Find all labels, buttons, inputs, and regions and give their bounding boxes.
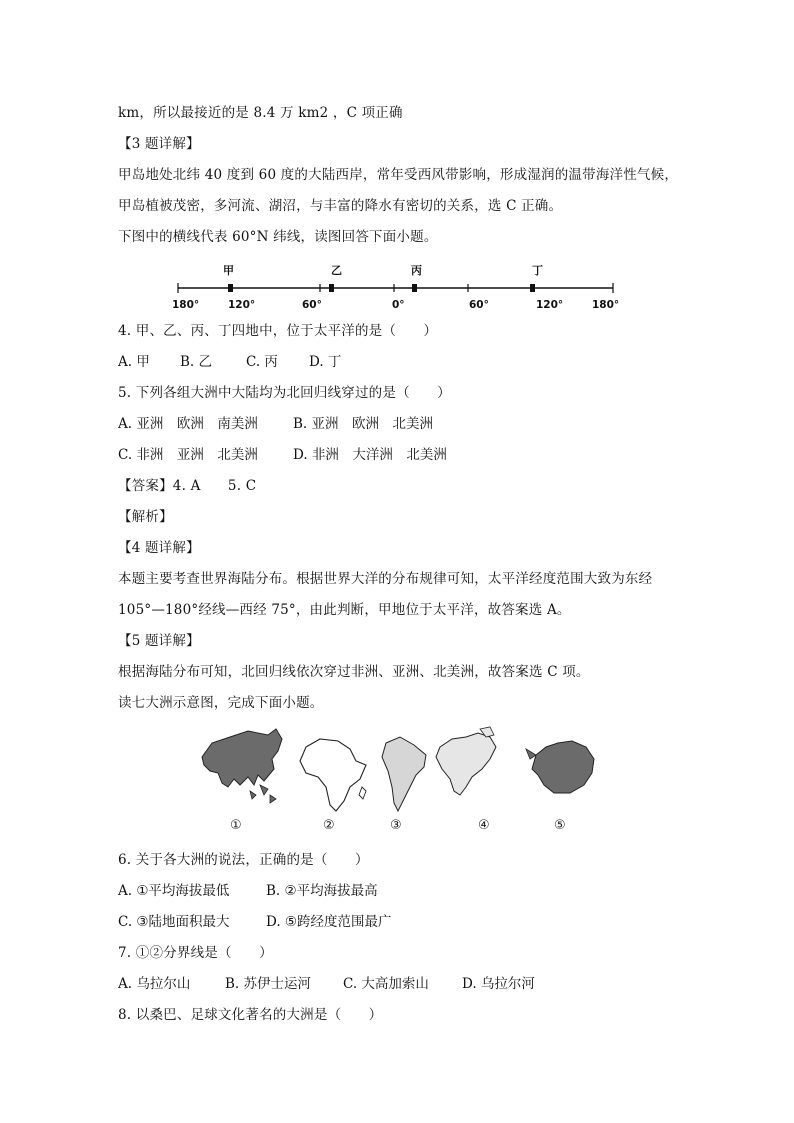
question-5: 5. 下列各组大洲中大陆均为北回归线穿过的是（ ） (118, 385, 451, 401)
option: B. ②平均海拔最高 (266, 883, 378, 899)
option: D. 乌拉尔河 (462, 976, 535, 992)
continent-label: ③ (390, 818, 402, 833)
continent-label: ⑤ (554, 818, 566, 833)
point-jia-marker (228, 284, 233, 292)
option: A. 乌拉尔山 (118, 976, 191, 992)
text-line: 甲岛地处北纬 40 度到 60 度的大陆西岸，常年受西风带影响，形成湿润的温带海洋性气候， (118, 167, 679, 183)
tick-label: 180° (592, 299, 620, 311)
option: A. 亚洲 欧洲 南美洲 (118, 416, 258, 432)
asia-shape (202, 729, 282, 787)
point-bing-marker (412, 284, 417, 292)
tick-label: 120° (228, 299, 256, 311)
answer-line: 【答案】4. A 5. C (118, 478, 257, 494)
option: C. ③陆地面积最大 (118, 914, 230, 930)
section-heading-q3: 【3 题详解】 (118, 136, 200, 152)
text-line: 甲岛植被茂密，多河流、湖沼，与丰富的降水有密切的关系，选 C 正确。 (118, 198, 563, 214)
continents-figure (190, 725, 620, 835)
section-heading-q4: 【4 题详解】 (118, 540, 200, 556)
question-4: 4. 甲、乙、丙、丁四地中，位于太平洋的是（ ） (118, 323, 438, 339)
tick-label: 60° (302, 299, 322, 311)
africa-shape (300, 739, 366, 811)
option: B. 亚洲 欧洲 北美洲 (293, 416, 434, 432)
text-line: 下图中的横线代表 60°N 纬线，读图回答下面小题。 (118, 229, 438, 245)
continent-label: ① (230, 818, 242, 833)
place-label: 乙 (331, 264, 342, 277)
analysis-heading: 【解析】 (118, 509, 173, 525)
option: C. 大高加索山 (343, 976, 429, 992)
question-8: 8. 以桑巴、足球文化著名的大洲是（ ） (118, 1007, 383, 1023)
place-label: 丙 (411, 264, 422, 277)
tick-label: 0° (392, 299, 405, 311)
section-heading-q5: 【5 题详解】 (118, 633, 200, 649)
point-ding-marker (530, 284, 535, 292)
place-label: 丁 (532, 264, 543, 277)
text-line: 105°—180°经线—西经 75°，由此判断，甲地位于太平洋，故答案选 A。 (118, 602, 571, 618)
option: B. 苏伊士运河 (225, 976, 312, 992)
option: A. 甲 (118, 354, 150, 370)
latitude-diagram (168, 260, 628, 316)
text-line: 读七大洲示意图，完成下面小题。 (118, 695, 324, 711)
text-line: 根据海陆分布可知，北回归线依次穿过非洲、亚洲、北美洲，故答案选 C 项。 (118, 664, 590, 680)
tick-label: 180° (172, 299, 200, 311)
continent-label: ② (323, 818, 335, 833)
text-line: 本题主要考查世界海陆分布。根据世界大洋的分布规律可知，太平洋经度范围大致为东经 (118, 571, 653, 587)
south-america-shape (382, 737, 426, 811)
point-yi-marker (329, 284, 334, 292)
place-label: 甲 (223, 264, 234, 277)
question-6: 6. 关于各大洲的说法，正确的是（ ） (118, 852, 369, 868)
tick-label: 120° (536, 299, 564, 311)
option: D. ⑤跨经度范围最广 (266, 914, 392, 930)
option: D. 非洲 大洋洲 北美洲 (293, 447, 447, 463)
tick-label: 60° (469, 299, 489, 311)
north-america-shape (436, 733, 496, 795)
text-line: km，所以最接近的是 8.4 万 km2 ，C 项正确 (118, 105, 403, 121)
option: C. 丙 (246, 354, 278, 370)
option: C. 非洲 亚洲 北美洲 (118, 447, 258, 463)
option: A. ①平均海拔最低 (118, 883, 230, 899)
continent-label: ④ (478, 818, 490, 833)
option: D. 丁 (309, 354, 342, 370)
antarctica-shape (532, 741, 594, 793)
question-7: 7. ①②分界线是（ ） (118, 945, 273, 961)
option: B. 乙 (180, 354, 213, 370)
